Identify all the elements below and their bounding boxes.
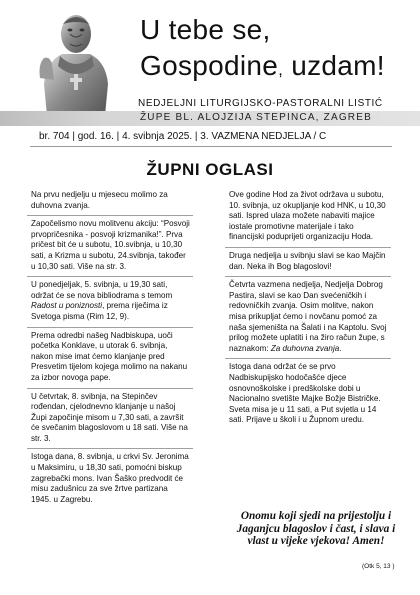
announcements-right-column <box>225 187 391 430</box>
notice: Prema odredbi našeg Nadbiskupa, uoči početka Konklave, u utorak 6. svibnja, nakon mise imat ćemo klanjanje pred Presvetim tijelom kojega molimo na nakanu za izbor novoga pape. <box>27 328 193 389</box>
masthead-title-word: Gospodine <box>140 50 279 81</box>
notice-text: , prema riječima iz Svetoga pisma (Rim 12, 9). <box>31 301 168 321</box>
issue-date: 4. svibnja 2025. <box>122 131 193 142</box>
masthead-title-end: uzdam! <box>283 50 385 81</box>
notice <box>225 277 391 359</box>
issue-info <box>39 131 326 142</box>
parish-name: ŽUPE BL. ALOJZIJA STEPINCA, ZAGREB <box>140 112 372 123</box>
scripture-quote: Onomu koji sjedi na prijestolju i Jaganjcu blagoslov i čast, i slava i vlast u vijeke vjekova! Amen! <box>236 510 396 548</box>
parish-band <box>0 111 420 126</box>
masthead-subtitle: NEDJELJNI LITURGIJSKO-PASTORALNI LISTIĆ <box>138 98 383 109</box>
notice: U četvrtak, 8. svibnja, na Stepinčev rođendan, cjelodnevno klanjanje u našoj Župi započinje misom u 7,30 sati, a završit će svečanim blagoslovom u 18 sati. Više na str. 3. <box>27 389 193 450</box>
issue-cycle: C <box>319 131 327 142</box>
issue-slash: / <box>310 131 320 142</box>
issue-year: god. 16. <box>77 131 114 142</box>
notice <box>27 277 193 327</box>
section-title: ŽUPNI OGLASI <box>146 160 274 179</box>
notice-italic: Radost u poniznosti <box>31 301 103 311</box>
issue-number: br. 704 <box>39 131 70 142</box>
notice: Druga nedjelja u svibnju slavi se kao Majčin dan. Neka ih Bog blagoslovi! <box>225 248 391 277</box>
notice: Istoga dana, 8. svibnja, u crkvi Sv. Jeronima u Maksimiru, u 18,30 sati, pomoćni biskup zagrebački mons. Ivan Šaško predvodit će misu zadušnicu za sve žrtve partizana 1945. u Zagrebu. <box>31 452 189 504</box>
notice-text: . <box>339 343 342 353</box>
statue-icon <box>30 4 122 126</box>
notice-text: Četvrta vazmena nedjelja, Nedjelja Dobrog Pastira, slavi se kao Dan svećeničkih i redovničkih zvanja. Osim molitve, nakon misa prikupljat ćemo i novčanu pomoć za naša sjemeništa na Šalati i na Kaptolu. Svoj prilog možete uplatiti i na žiro račun župe, s naznakom: <box>229 280 387 353</box>
notice: Na prvu nedjelju u mjesecu molimo za duhovna zvanja. <box>27 187 193 216</box>
notice: Istoga dana održat će se prvo Nadbiskupijsko hodočašće djece osnovnoškolske i predškolske dobi u Nacionalno svetište Majke Božje Bistričke. Sveta misa je u 11 sati, a Put svjetla u 14 sati. Prijave u školi i u Župnom uredu. <box>229 362 381 425</box>
scripture-reference: (Otk 5, 13 ) <box>362 563 395 570</box>
divider <box>30 146 392 147</box>
notice-italic: Za duhovna zvanja <box>270 343 340 353</box>
notice: Započelismo novu molitvenu akciju: “Posvoji prvopričesnika - posvoji krizmanika!”. Prva pričest bit će u subotu, 10.svibnja, u 10,30 sati, a Krizma u subotu, 24.svibnja, također u 10,30 sati. Više na str. 3. <box>27 216 193 277</box>
masthead-title-line2 <box>140 50 385 82</box>
masthead-title-comma: , <box>278 60 284 79</box>
masthead-title-line1: U tebe se, <box>140 14 271 45</box>
issue-separator: | <box>192 131 201 142</box>
issue-separator: | <box>69 131 78 142</box>
notice: Ove godine Hod za život održava u subotu, 10. svibnja, uz okupljanje kod HNK, u 10,30 sati. Ispred ulaza možete nabaviti majice iostale promotivne materijale i tako financijski poduprijeti organizaciju Hoda. <box>225 187 391 248</box>
masthead <box>0 0 420 130</box>
notice-text: U ponedjeljak, 5. svibnja, u 19,30 sati, održat će se nova bibliodrama s temom <box>31 280 173 300</box>
issue-liturgical-day: 3. VAZMENA NEDJELJA <box>200 131 311 142</box>
announcements-left-column <box>27 187 193 509</box>
issue-separator: | <box>113 131 123 142</box>
